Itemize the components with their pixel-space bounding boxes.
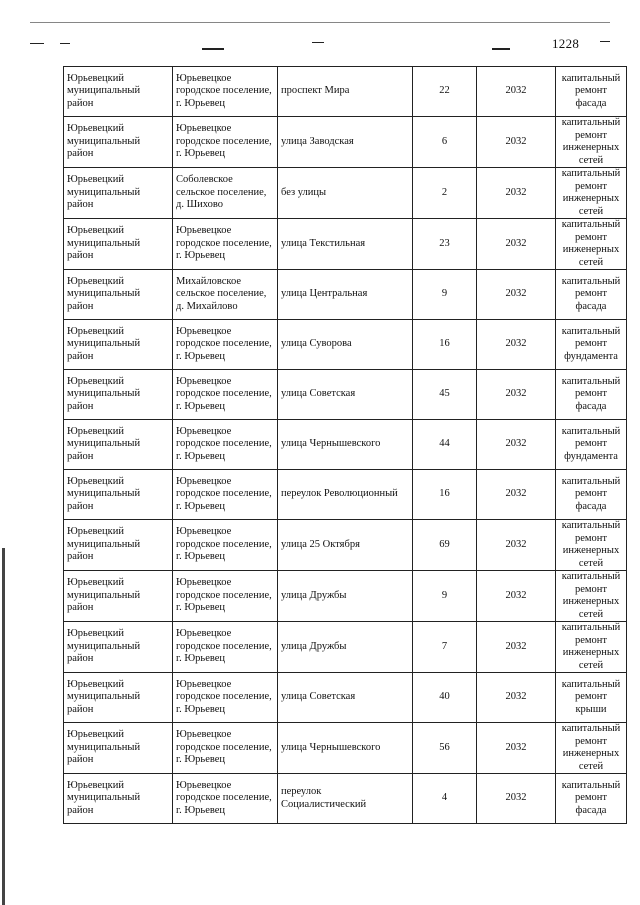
settlement-cell: Юрьевецкое городское поселение, г. Юрьевец bbox=[173, 370, 278, 420]
table-row bbox=[64, 270, 627, 320]
street-cell: улица Советская bbox=[278, 673, 413, 723]
table-row bbox=[64, 520, 627, 571]
scan-edge-mark bbox=[2, 548, 5, 905]
settlement-cell: Юрьевецкое городское поселение, г. Юрьевец bbox=[173, 723, 278, 774]
street-cell: улица Чернышевского bbox=[278, 420, 413, 470]
settlement-cell: Михайловское сельское поселение, д. Михайлово bbox=[173, 270, 278, 320]
street-cell: улица Центральная bbox=[278, 270, 413, 320]
settlement-cell: Юрьевецкое городское поселение, г. Юрьевец bbox=[173, 219, 278, 270]
work-type-cell: капитальный ремонт фундамента bbox=[556, 320, 627, 370]
house-number-cell: 44 bbox=[413, 420, 477, 470]
year-cell: 2032 bbox=[477, 774, 556, 824]
district-cell: Юрьевецкий муниципальный район bbox=[64, 520, 173, 571]
table-row bbox=[64, 673, 627, 723]
work-type-cell: капитальный ремонт инженерных сетей bbox=[556, 723, 627, 774]
work-type-cell: капитальный ремонт инженерных сетей bbox=[556, 571, 627, 622]
street-cell: улица Чернышевского bbox=[278, 723, 413, 774]
street-cell: переулок Социалистический bbox=[278, 774, 413, 824]
page-number: 1228 bbox=[552, 36, 580, 51]
year-cell: 2032 bbox=[477, 117, 556, 168]
house-number-cell: 16 bbox=[413, 470, 477, 520]
district-cell: Юрьевецкий муниципальный район bbox=[64, 320, 173, 370]
street-cell: улица Текстильная bbox=[278, 219, 413, 270]
district-cell: Юрьевецкий муниципальный район bbox=[64, 622, 173, 673]
year-cell: 2032 bbox=[477, 320, 556, 370]
scan-artifact-dash bbox=[30, 43, 44, 44]
street-cell: переулок Революционный bbox=[278, 470, 413, 520]
year-cell: 2032 bbox=[477, 168, 556, 219]
work-type-cell: капитальный ремонт фасада bbox=[556, 270, 627, 320]
street-cell: улица Заводская bbox=[278, 117, 413, 168]
house-number-cell: 22 bbox=[413, 67, 477, 117]
settlement-cell: Соболевское сельское поселение, д. Шихово bbox=[173, 168, 278, 219]
year-cell: 2032 bbox=[477, 673, 556, 723]
year-cell: 2032 bbox=[477, 219, 556, 270]
house-number-cell: 6 bbox=[413, 117, 477, 168]
street-cell: улица Дружбы bbox=[278, 571, 413, 622]
repair-program-table bbox=[63, 66, 627, 824]
work-type-cell: капитальный ремонт фундамента bbox=[556, 420, 627, 470]
work-type-cell: капитальный ремонт крыши bbox=[556, 673, 627, 723]
table-row bbox=[64, 219, 627, 270]
year-cell: 2032 bbox=[477, 622, 556, 673]
settlement-cell: Юрьевецкое городское поселение, г. Юрьевец bbox=[173, 774, 278, 824]
table-row bbox=[64, 774, 627, 824]
work-type-cell: капитальный ремонт инженерных сетей bbox=[556, 520, 627, 571]
settlement-cell: Юрьевецкое городское поселение, г. Юрьевец bbox=[173, 320, 278, 370]
scan-artifact-dash bbox=[202, 48, 224, 50]
table-row bbox=[64, 67, 627, 117]
district-cell: Юрьевецкий муниципальный район bbox=[64, 571, 173, 622]
scan-artifact-dash bbox=[600, 41, 610, 42]
settlement-cell: Юрьевецкое городское поселение, г. Юрьевец bbox=[173, 420, 278, 470]
district-cell: Юрьевецкий муниципальный район bbox=[64, 270, 173, 320]
settlement-cell: Юрьевецкое городское поселение, г. Юрьевец bbox=[173, 571, 278, 622]
settlement-cell: Юрьевецкое городское поселение, г. Юрьевец bbox=[173, 622, 278, 673]
house-number-cell: 2 bbox=[413, 168, 477, 219]
year-cell: 2032 bbox=[477, 67, 556, 117]
district-cell: Юрьевецкий муниципальный район bbox=[64, 470, 173, 520]
house-number-cell: 9 bbox=[413, 571, 477, 622]
district-cell: Юрьевецкий муниципальный район bbox=[64, 673, 173, 723]
house-number-cell: 7 bbox=[413, 622, 477, 673]
house-number-cell: 45 bbox=[413, 370, 477, 420]
house-number-cell: 9 bbox=[413, 270, 477, 320]
year-cell: 2032 bbox=[477, 520, 556, 571]
street-cell: улица Суворова bbox=[278, 320, 413, 370]
year-cell: 2032 bbox=[477, 420, 556, 470]
work-type-cell: капитальный ремонт фасада bbox=[556, 370, 627, 420]
work-type-cell: капитальный ремонт инженерных сетей bbox=[556, 117, 627, 168]
work-type-cell: капитальный ремонт инженерных сетей bbox=[556, 168, 627, 219]
district-cell: Юрьевецкий муниципальный район bbox=[64, 67, 173, 117]
year-cell: 2032 bbox=[477, 270, 556, 320]
settlement-cell: Юрьевецкое городское поселение, г. Юрьевец bbox=[173, 673, 278, 723]
settlement-cell: Юрьевецкое городское поселение, г. Юрьевец bbox=[173, 520, 278, 571]
year-cell: 2032 bbox=[477, 470, 556, 520]
street-cell: улица 25 Октября bbox=[278, 520, 413, 571]
district-cell: Юрьевецкий муниципальный район bbox=[64, 370, 173, 420]
district-cell: Юрьевецкий муниципальный район bbox=[64, 420, 173, 470]
house-number-cell: 4 bbox=[413, 774, 477, 824]
table-row bbox=[64, 370, 627, 420]
table-row bbox=[64, 571, 627, 622]
settlement-cell: Юрьевецкое городское поселение, г. Юрьевец bbox=[173, 470, 278, 520]
table-row bbox=[64, 420, 627, 470]
work-type-cell: капитальный ремонт фасада bbox=[556, 470, 627, 520]
settlement-cell: Юрьевецкое городское поселение, г. Юрьевец bbox=[173, 67, 278, 117]
table-row bbox=[64, 168, 627, 219]
house-number-cell: 56 bbox=[413, 723, 477, 774]
table-body bbox=[64, 67, 627, 824]
district-cell: Юрьевецкий муниципальный район bbox=[64, 168, 173, 219]
house-number-cell: 69 bbox=[413, 520, 477, 571]
street-cell: улица Советская bbox=[278, 370, 413, 420]
scan-artifact-dash bbox=[492, 48, 510, 50]
table-row bbox=[64, 723, 627, 774]
table-row bbox=[64, 117, 627, 168]
table-row bbox=[64, 622, 627, 673]
table-row bbox=[64, 320, 627, 370]
house-number-cell: 16 bbox=[413, 320, 477, 370]
settlement-cell: Юрьевецкое городское поселение, г. Юрьевец bbox=[173, 117, 278, 168]
scan-artifact-top bbox=[30, 22, 610, 23]
house-number-cell: 23 bbox=[413, 219, 477, 270]
scan-artifact-dash bbox=[60, 43, 70, 44]
street-cell: улица Дружбы bbox=[278, 622, 413, 673]
scan-artifact-dash bbox=[312, 42, 324, 43]
district-cell: Юрьевецкий муниципальный район bbox=[64, 219, 173, 270]
street-cell: без улицы bbox=[278, 168, 413, 219]
district-cell: Юрьевецкий муниципальный район bbox=[64, 723, 173, 774]
work-type-cell: капитальный ремонт фасада bbox=[556, 774, 627, 824]
street-cell: проспект Мира bbox=[278, 67, 413, 117]
work-type-cell: капитальный ремонт инженерных сетей bbox=[556, 219, 627, 270]
district-cell: Юрьевецкий муниципальный район bbox=[64, 774, 173, 824]
year-cell: 2032 bbox=[477, 571, 556, 622]
table-row bbox=[64, 470, 627, 520]
house-number-cell: 40 bbox=[413, 673, 477, 723]
work-type-cell: капитальный ремонт фасада bbox=[556, 67, 627, 117]
work-type-cell: капитальный ремонт инженерных сетей bbox=[556, 622, 627, 673]
year-cell: 2032 bbox=[477, 370, 556, 420]
district-cell: Юрьевецкий муниципальный район bbox=[64, 117, 173, 168]
year-cell: 2032 bbox=[477, 723, 556, 774]
